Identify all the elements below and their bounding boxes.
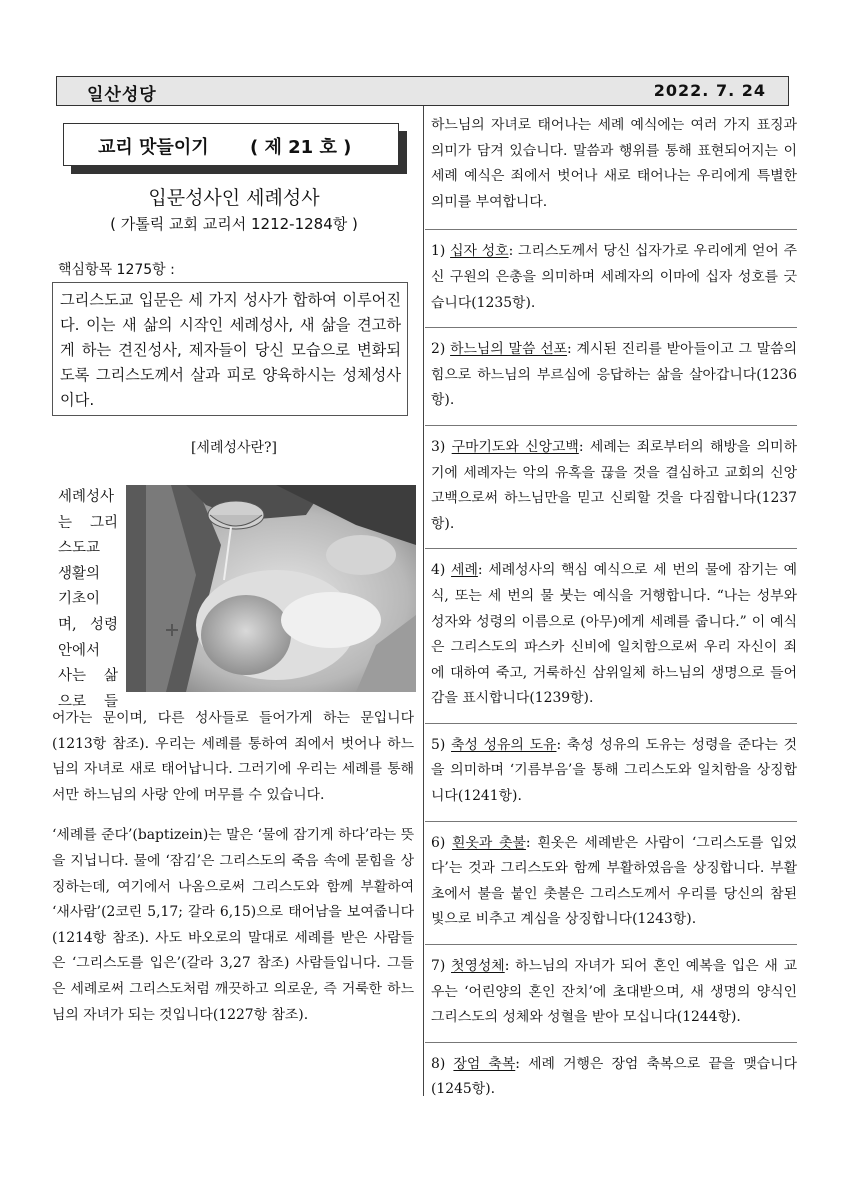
body-paragraph: ‘세례를 준다’(baptizein)는 말은 ‘물에 잠기게 하다’라는 뜻을 지닙니다. 물에 ‘잠김’은 그리스도의 죽음 속에 묻힘을 상징하는데, 여기에서 나옴으로써 그리스도와 함께 부활하여 ‘새사람’(2코린 5,17; 갈라 6,15)으로 태어남을 보여줍니다(1214항 참조). 사도 바오로의 말대로 세례를 받은 사람들은 ‘그리스도를 입은’(갈라 3,27 참조) 사람들입니다. 그들은 세례로써 그리스도처럼 깨끗하고 의로운, 즉 거룩한 하느님의 자녀가 되는 것입니다(1227항 참조). bbox=[52, 827, 414, 1023]
rite-item bbox=[431, 733, 797, 810]
wrapped-line: 사는 삶 bbox=[58, 668, 118, 685]
rite-number: 7) bbox=[431, 958, 446, 975]
left-body-text bbox=[52, 706, 414, 1043]
divider bbox=[425, 548, 797, 550]
rite-item bbox=[431, 435, 797, 537]
baptism-photo bbox=[126, 485, 416, 692]
rite-item bbox=[431, 1052, 797, 1103]
divider bbox=[425, 327, 797, 329]
divider bbox=[425, 821, 797, 823]
rite-name: 첫영성체 bbox=[451, 958, 505, 975]
section-heading: [세례성사란?] bbox=[190, 440, 278, 456]
wrapped-text bbox=[58, 485, 118, 715]
core-label: 핵심항목 1275항 : bbox=[58, 262, 175, 278]
rite-item bbox=[431, 337, 797, 414]
core-summary-box: 그리스도교 입문은 세 가지 성사가 합하여 이루어진다. 이는 새 삶의 시작인 세례성사, 새 삶을 견고하게 하는 견진성사, 제자들이 당신 모습으로 변화되도록 그리스도께서 살과 피로 양육하시는 성체성사이다. bbox=[52, 282, 408, 416]
rite-item bbox=[431, 558, 797, 712]
issue-date: 2022. 7. 24 bbox=[653, 81, 766, 100]
divider bbox=[425, 425, 797, 427]
series-name: 교리 맛들이기 bbox=[98, 137, 209, 158]
issue-number: ( 제 21 호 ) bbox=[250, 137, 352, 158]
rite-description: : 하느님의 자녀가 되어 혼인 예복을 입은 새 교우는 ‘어린양의 혼인 잔치’에 초대받으며, 새 생명의 양식인 그리스도의 성체와 성혈을 받아 모십니다(1244항). bbox=[431, 958, 797, 1026]
wrapped-line: 는 그리 bbox=[58, 514, 118, 531]
rite-number: 8) bbox=[431, 1055, 446, 1072]
wrapped-line: 며, 성령 bbox=[58, 616, 118, 633]
rite-number: 2) bbox=[431, 341, 446, 358]
wrapped-line: 세례성사 bbox=[58, 489, 115, 505]
rite-description: : 축성 성유의 도유는 성령을 준다는 것을 의미하며 ‘기름부음’을 통해 그리스도와 일치함을 상징합니다(1241항). bbox=[431, 736, 797, 805]
header-bar bbox=[56, 76, 789, 106]
page-subtitle: ( 가톨릭 교회 교리서 1212-1284항 ) bbox=[110, 215, 358, 233]
rite-description: : 그리스도께서 당신 십자가로 우리에게 얻어 주신 구원의 은총을 의미하며 세례자의 이마에 십자 성호를 긋습니다(1235항). bbox=[431, 243, 798, 311]
rite-item bbox=[431, 831, 797, 933]
series-title-box bbox=[63, 123, 399, 166]
rite-name: 구마기도와 신앙고백 bbox=[451, 438, 579, 455]
wrapped-line: 안에서 bbox=[58, 642, 101, 659]
body-paragraph: 어가는 문이며, 다른 성사들로 들어가게 하는 문입니다(1213항 참조). 우리는 세례를 통하여 죄에서 벗어나 하느님의 자녀로 새로 태어납니다. 그러기에 우리는 세례를 통해서만 하느님의 사랑 안에 머무를 수 있습니다. bbox=[52, 710, 414, 803]
rite-number: 4) bbox=[431, 562, 446, 579]
rite-number: 1) bbox=[431, 243, 446, 260]
rite-name: 축성 성유의 도유 bbox=[451, 736, 557, 753]
rite-name: 흰옷과 촛불 bbox=[452, 834, 526, 851]
divider bbox=[425, 1042, 797, 1044]
rite-description: : 세례성사의 핵심 예식으로 세 번의 물에 잠기는 예식, 또는 세 번의 물 붓는 예식을 거행합니다. “나는 성부와 성자와 성령의 이름으로 (아무)에게 세례를 줍니다.” 이 예식은 그리스도의 파스카 신비에 일치함으로써 우리 자신이 죄에 대하여 죽고, 거룩하신 삼위일체 하느님의 생명으로 들어감을 표시합니다(1239항). bbox=[431, 562, 797, 707]
rite-number: 6) bbox=[431, 834, 446, 851]
rite-name: 세례 bbox=[451, 562, 478, 579]
rite-description: : 계시된 진리를 받아들이고 그 말씀의 힘으로 하느님의 부르심에 응답하는 삶을 살아갑니다(1236항). bbox=[431, 341, 797, 409]
divider bbox=[425, 944, 797, 946]
parish-name: 일산성당 bbox=[87, 85, 157, 105]
rites-intro: 하느님의 자녀로 태어나는 세례 예식에는 여러 가지 표징과 의미가 담겨 있습니다. 말씀과 행위를 통해 표현되어지는 이 세례 예식은 죄에서 벗어나 새로 태어나는 우리에게 특별한 의미를 부여합니다. bbox=[431, 117, 797, 210]
right-column bbox=[431, 113, 797, 1114]
rite-number: 3) bbox=[431, 438, 446, 455]
wrapped-line: 기초이 bbox=[58, 591, 101, 608]
rite-description: : 세례는 죄로부터의 해방을 의미하기에 세례자는 악의 유혹을 끊을 것을 결심하고 교회의 신앙 고백으로써 하느님만을 믿고 신뢰할 것을 다짐합니다(1237항). bbox=[431, 438, 797, 532]
baptism-photo-drawing bbox=[126, 485, 416, 692]
rite-name: 장엄 축복 bbox=[453, 1055, 516, 1072]
column-divider bbox=[423, 106, 424, 1096]
rite-name: 십자 성호 bbox=[450, 243, 509, 260]
wrapped-line: 스도교 bbox=[58, 540, 101, 557]
divider bbox=[425, 229, 797, 231]
rite-number: 5) bbox=[431, 736, 446, 753]
wrapped-line: 생활의 bbox=[58, 565, 101, 582]
divider bbox=[425, 723, 797, 725]
rite-name: 하느님의 말씀 선포 bbox=[450, 341, 568, 358]
page-title: 입문성사인 세례성사 bbox=[148, 187, 320, 209]
rite-description: : 흰옷은 세례받은 사람이 ‘그리스도를 입었다’는 것과 그리스도와 함께 부활하였음을 상징합니다. 부활초에서 불을 붙인 촛불은 그리스도께서 우리를 당신의 참된 빛으로 비추고 계심을 상징합니다(1243항). bbox=[431, 834, 797, 928]
rite-description: : 세례 거행은 장엄 축복으로 끝을 맺습니다(1245항). bbox=[431, 1055, 797, 1098]
rite-item bbox=[431, 239, 797, 316]
wrapped-line: 으로 들 bbox=[58, 693, 118, 710]
rite-item bbox=[431, 954, 797, 1031]
